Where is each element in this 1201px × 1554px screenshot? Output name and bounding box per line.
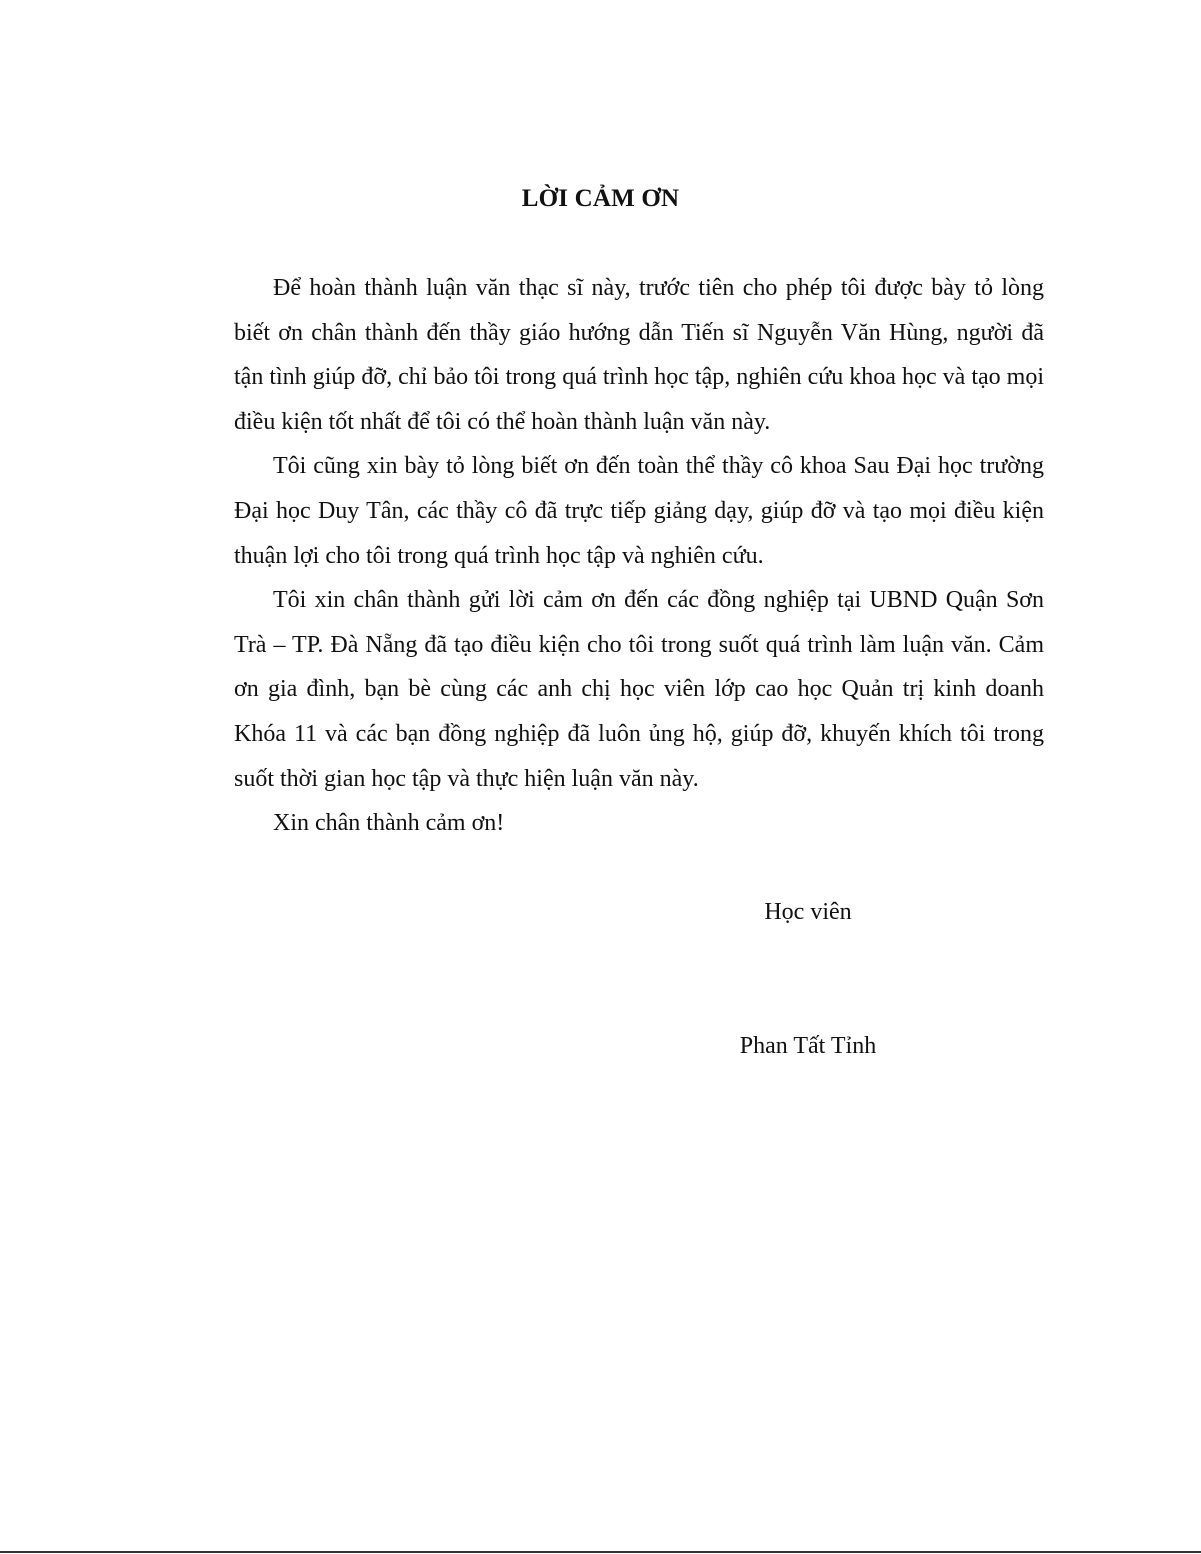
page-bottom-divider — [0, 1551, 1201, 1553]
signature-name: Phan Tất Tỉnh — [739, 1033, 877, 1059]
paragraph-2: Tôi cũng xin bày tỏ lòng biết ơn đến toàn thể thầy cô khoa Sau Đại học trường Đại học Duy Tân, các thầy cô đã trực tiếp giảng dạy, giúp đỡ và tạo mọi điều kiện thuận lợi cho tôi trong quá trình học tập và nghiên cứu. — [234, 453, 1044, 569]
signature-role: Học viên — [764, 899, 852, 925]
paragraph-closing: Xin chân thành cảm ơn! — [273, 810, 505, 837]
acknowledgement-body — [234, 266, 1044, 846]
paragraph-3: Tôi xin chân thành gửi lời cảm ơn đến các đồng nghiệp tại UBND Quận Sơn Trà – TP. Đà Nẵng đã tạo điều kiện cho tôi trong suốt quá trình làm luận văn. Cảm ơn gia đình, bạn bè cùng các anh chị học viên lớp cao học Quản trị kinh doanh Khóa 11 và các bạn đồng nghiệp đã luôn ủng hộ, giúp đỡ, khuyến khích tôi trong suốt thời gian học tập và thực hiện luận văn này. — [234, 587, 1044, 792]
page-title: LỜI CẢM ƠN — [521, 185, 680, 212]
paragraph-1: Để hoàn thành luận văn thạc sĩ này, trước tiên cho phép tôi được bày tỏ lòng biết ơn chân thành đến thầy giáo hướng dẫn Tiến sĩ Nguyễn Văn Hùng, người đã tận tình giúp đỡ, chỉ bảo tôi trong quá trình học tập, nghiên cứu khoa học và tạo mọi điều kiện tốt nhất để tôi có thể hoàn thành luận văn này. — [234, 275, 1044, 435]
